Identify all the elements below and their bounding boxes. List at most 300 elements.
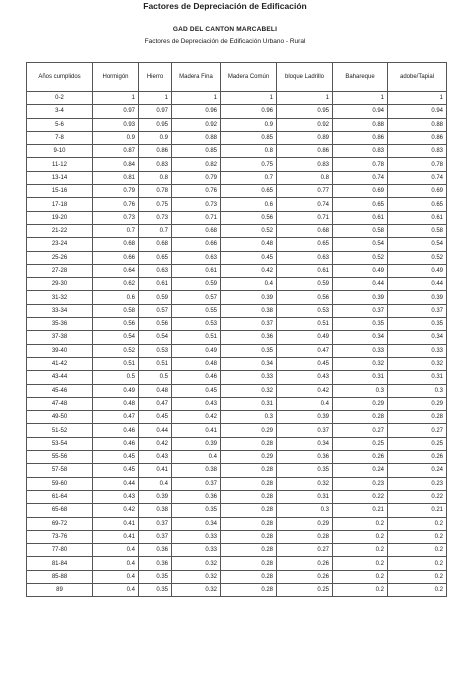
factor-cell: 0.4 [93,570,139,583]
factor-cell: 0.2 [388,583,447,596]
factor-cell: 0.56 [277,291,333,304]
factor-cell: 0.28 [221,530,277,543]
column-header: bloque Ladrillo [277,63,333,92]
factor-cell: 0.71 [172,211,221,224]
factor-cell: 0.41 [93,517,139,530]
factor-cell: 0.42 [93,504,139,517]
factor-cell: 0.35 [139,570,172,583]
factor-cell: 0.75 [139,198,172,211]
factor-cell: 0.95 [139,118,172,131]
factor-cell: 0.45 [93,464,139,477]
factor-cell: 0.5 [139,371,172,384]
table-row [27,451,447,464]
age-range-cell: 31-32 [27,291,93,304]
factor-cell: 0.37 [277,424,333,437]
factor-cell: 0.7 [221,171,277,184]
factor-cell: 0.38 [172,464,221,477]
table-row [27,291,447,304]
column-header: Hormigón [93,63,139,92]
factor-cell: 0.45 [93,451,139,464]
age-range-cell: 17-18 [27,198,93,211]
factor-cell: 0.63 [172,251,221,264]
factor-cell: 0.39 [139,490,172,503]
table-row [27,158,447,171]
factor-cell: 0.92 [172,118,221,131]
factor-cell: 0.32 [172,583,221,596]
factor-cell: 0.9 [139,131,172,144]
age-range-cell: 47-48 [27,397,93,410]
column-header: Madera Común [221,63,277,92]
factor-cell: 0.54 [139,331,172,344]
table-row [27,318,447,331]
factor-cell: 0.39 [221,291,277,304]
factor-cell: 0.41 [93,530,139,543]
factor-cell: 0.35 [277,464,333,477]
factor-cell: 0.23 [388,477,447,490]
age-range-cell: 61-64 [27,490,93,503]
age-range-cell: 19-20 [27,211,93,224]
age-range-cell: 13-14 [27,171,93,184]
factor-cell: 0.8 [221,145,277,158]
factor-cell: 0.7 [139,224,172,237]
factor-cell: 0.65 [388,198,447,211]
age-range-cell: 0-2 [27,92,93,105]
factor-cell: 0.2 [333,530,388,543]
factor-cell: 1 [333,92,388,105]
factor-cell: 0.65 [333,198,388,211]
factor-cell: 0.39 [172,437,221,450]
factor-cell: 0.36 [139,557,172,570]
factor-cell: 0.86 [333,131,388,144]
column-header: Años cumplidos [27,63,93,92]
factor-cell: 0.68 [93,238,139,251]
factor-cell: 0.26 [333,451,388,464]
factor-cell: 0.88 [333,118,388,131]
age-range-cell: 89 [27,583,93,596]
factor-cell: 0.32 [172,570,221,583]
factor-cell: 0.85 [221,131,277,144]
age-range-cell: 11-12 [27,158,93,171]
factor-cell: 0.58 [93,304,139,317]
age-range-cell: 55-56 [27,451,93,464]
factor-cell: 0.36 [139,544,172,557]
factor-cell: 0.37 [388,304,447,317]
age-range-cell: 77-80 [27,544,93,557]
column-header: Bahareque [333,63,388,92]
factor-cell: 1 [277,92,333,105]
factor-cell: 0.37 [139,517,172,530]
factor-cell: 0.73 [139,211,172,224]
table-row [27,464,447,477]
table-header-row [27,63,447,92]
age-range-cell: 15-16 [27,185,93,198]
table-row [27,357,447,370]
factor-cell: 0.65 [139,251,172,264]
factor-cell: 0.54 [388,238,447,251]
factor-cell: 0.88 [172,131,221,144]
factor-cell: 0.56 [139,318,172,331]
factor-cell: 0.22 [333,490,388,503]
factor-cell: 0.83 [277,158,333,171]
factor-cell: 0.35 [172,504,221,517]
factor-cell: 0.92 [277,118,333,131]
factor-cell: 0.23 [333,477,388,490]
factor-cell: 0.86 [277,145,333,158]
table-row [27,198,447,211]
factor-cell: 0.28 [221,477,277,490]
factor-cell: 0.34 [221,357,277,370]
factor-cell: 0.25 [333,437,388,450]
factor-cell: 0.46 [172,371,221,384]
factor-cell: 0.66 [93,251,139,264]
factor-cell: 0.47 [277,344,333,357]
factor-cell: 0.63 [277,251,333,264]
age-range-cell: 73-76 [27,530,93,543]
factor-cell: 0.44 [388,278,447,291]
factor-cell: 0.4 [277,397,333,410]
factor-cell: 0.28 [221,570,277,583]
factor-cell: 0.69 [388,185,447,198]
factor-cell: 0.4 [221,278,277,291]
factor-cell: 0.66 [172,238,221,251]
factor-cell: 0.94 [333,105,388,118]
factor-cell: 0.61 [388,211,447,224]
factor-cell: 0.74 [388,171,447,184]
factor-cell: 0.65 [277,238,333,251]
factor-cell: 0.2 [333,557,388,570]
factor-cell: 0.52 [93,344,139,357]
factor-cell: 0.39 [333,291,388,304]
table-row [27,145,447,158]
age-range-cell: 33-34 [27,304,93,317]
age-range-cell: 69-72 [27,517,93,530]
factor-cell: 0.3 [388,384,447,397]
factor-cell: 0.64 [93,264,139,277]
factor-cell: 0.28 [221,583,277,596]
factor-cell: 0.47 [93,411,139,424]
factor-cell: 0.84 [93,158,139,171]
factor-cell: 0.42 [277,384,333,397]
factor-cell: 0.33 [172,530,221,543]
factor-cell: 0.35 [221,344,277,357]
organization-name: GAD DEL CANTON MARCABELI [172,26,278,33]
factor-cell: 0.97 [139,105,172,118]
factor-cell: 0.27 [388,424,447,437]
age-range-cell: 53-54 [27,437,93,450]
factor-cell: 0.26 [277,570,333,583]
factor-cell: 0.53 [172,318,221,331]
factor-cell: 0.9 [93,131,139,144]
factor-cell: 0.27 [333,424,388,437]
factor-cell: 0.85 [172,145,221,158]
factor-cell: 0.43 [172,397,221,410]
factor-cell: 0.45 [139,411,172,424]
factor-cell: 0.2 [388,557,447,570]
factor-cell: 0.58 [333,224,388,237]
factor-cell: 0.44 [93,477,139,490]
factor-cell: 0.51 [172,331,221,344]
age-range-cell: 51-52 [27,424,93,437]
table-row [27,544,447,557]
factor-cell: 0.52 [221,224,277,237]
table-row [27,397,447,410]
factor-cell: 0.52 [333,251,388,264]
factor-cell: 0.4 [93,583,139,596]
factor-cell: 0.87 [93,145,139,158]
age-range-cell: 43-44 [27,371,93,384]
factor-cell: 0.2 [333,517,388,530]
factor-cell: 0.32 [172,557,221,570]
table-row [27,344,447,357]
factor-cell: 0.68 [172,224,221,237]
factor-cell: 0.25 [388,437,447,450]
factor-cell: 0.43 [93,490,139,503]
factor-cell: 0.37 [221,318,277,331]
factor-cell: 0.34 [388,331,447,344]
table-row [27,224,447,237]
table-row [27,331,447,344]
factor-cell: 0.29 [221,424,277,437]
factor-cell: 0.61 [139,278,172,291]
factor-cell: 0.76 [172,185,221,198]
factor-cell: 1 [388,92,447,105]
factor-cell: 0.49 [388,264,447,277]
factor-cell: 0.34 [333,331,388,344]
factor-cell: 0.29 [221,451,277,464]
table-subtitle: Factores de Depreciación de Edificación Urbano - Rural [144,38,306,45]
factor-cell: 0.95 [277,105,333,118]
table-row [27,517,447,530]
factor-cell: 0.79 [93,185,139,198]
factor-cell: 0.33 [172,544,221,557]
factor-cell: 0.73 [93,211,139,224]
age-range-cell: 85-88 [27,570,93,583]
factor-cell: 0.28 [221,557,277,570]
factor-cell: 0.49 [333,264,388,277]
factor-cell: 0.48 [139,384,172,397]
factor-cell: 0.2 [333,544,388,557]
factor-cell: 0.32 [277,477,333,490]
factor-cell: 0.39 [388,291,447,304]
age-range-cell: 65-68 [27,504,93,517]
factor-cell: 0.8 [277,171,333,184]
factor-cell: 0.59 [172,278,221,291]
factor-cell: 0.65 [221,185,277,198]
table-row [27,278,447,291]
factor-cell: 0.77 [277,185,333,198]
column-header: Madera Fina [172,63,221,92]
factor-cell: 0.35 [139,583,172,596]
factor-cell: 0.28 [221,504,277,517]
factor-cell: 0.51 [139,357,172,370]
age-range-cell: 45-46 [27,384,93,397]
factor-cell: 0.61 [277,264,333,277]
factor-cell: 0.96 [172,105,221,118]
table-row [27,583,447,596]
factor-cell: 0.41 [172,424,221,437]
table-row [27,384,447,397]
factor-cell: 0.26 [388,451,447,464]
factor-cell: 0.74 [277,198,333,211]
factor-cell: 0.33 [221,371,277,384]
factor-cell: 1 [93,92,139,105]
factor-cell: 0.68 [277,224,333,237]
table-row [27,490,447,503]
factor-cell: 0.31 [388,371,447,384]
factor-cell: 0.28 [221,517,277,530]
factor-cell: 0.34 [277,437,333,450]
factor-cell: 0.86 [139,145,172,158]
factor-cell: 0.83 [139,158,172,171]
factor-cell: 0.2 [333,583,388,596]
depreciation-factors-table [26,62,447,597]
factor-cell: 0.48 [93,397,139,410]
table-row [27,211,447,224]
age-range-cell: 23-24 [27,238,93,251]
factor-cell: 1 [139,92,172,105]
factor-cell: 0.76 [93,198,139,211]
factor-cell: 0.5 [93,371,139,384]
factor-cell: 0.43 [277,371,333,384]
factor-cell: 0.4 [139,477,172,490]
table-row [27,504,447,517]
column-header: adobe/Tapial [388,63,447,92]
factor-cell: 0.53 [139,344,172,357]
factor-cell: 0.28 [221,544,277,557]
factor-cell: 0.36 [172,490,221,503]
age-range-cell: 57-58 [27,464,93,477]
factor-cell: 0.46 [93,424,139,437]
factor-cell: 0.37 [139,530,172,543]
factor-cell: 0.35 [388,318,447,331]
factor-cell: 0.61 [333,211,388,224]
factor-cell: 0.49 [93,384,139,397]
factor-cell: 0.2 [388,570,447,583]
age-range-cell: 35-36 [27,318,93,331]
factor-cell: 0.6 [221,198,277,211]
table-row [27,477,447,490]
factor-cell: 0.71 [277,211,333,224]
column-header: Hierro [139,63,172,92]
factor-cell: 0.55 [172,304,221,317]
table-row [27,530,447,543]
factor-cell: 0.78 [333,158,388,171]
factor-cell: 0.28 [221,464,277,477]
factor-cell: 0.2 [388,517,447,530]
factor-cell: 1 [221,92,277,105]
factor-cell: 0.47 [139,397,172,410]
factor-cell: 0.43 [139,451,172,464]
table-row [27,570,447,583]
table-row [27,424,447,437]
factor-cell: 0.57 [139,304,172,317]
factor-cell: 0.6 [93,291,139,304]
factor-cell: 0.26 [277,557,333,570]
document-title: Factores de Depreciación de Edificación [143,1,307,11]
factor-cell: 0.24 [388,464,447,477]
factor-cell: 0.61 [172,264,221,277]
factor-cell: 0.83 [388,145,447,158]
factor-cell: 0.58 [388,224,447,237]
factor-cell: 0.86 [388,131,447,144]
factor-cell: 0.93 [93,118,139,131]
factor-cell: 0.32 [221,384,277,397]
factor-cell: 0.48 [172,357,221,370]
factor-cell: 0.97 [93,105,139,118]
factor-cell: 0.82 [172,158,221,171]
age-range-cell: 5-6 [27,118,93,131]
age-range-cell: 37-38 [27,331,93,344]
factor-cell: 0.79 [172,171,221,184]
factor-cell: 0.28 [277,530,333,543]
age-range-cell: 9-10 [27,145,93,158]
factor-cell: 0.21 [333,504,388,517]
age-range-cell: 59-60 [27,477,93,490]
factor-cell: 0.4 [93,557,139,570]
factor-cell: 0.48 [221,238,277,251]
factor-cell: 0.4 [172,451,221,464]
factor-cell: 0.33 [388,344,447,357]
factor-cell: 0.44 [139,424,172,437]
age-range-cell: 81-84 [27,557,93,570]
factor-cell: 0.29 [333,397,388,410]
factor-cell: 0.45 [221,251,277,264]
factor-cell: 0.29 [388,397,447,410]
factor-cell: 0.54 [333,238,388,251]
factor-cell: 0.88 [388,118,447,131]
age-range-cell: 27-28 [27,264,93,277]
table-row [27,251,447,264]
factor-cell: 0.28 [221,490,277,503]
factor-cell: 0.31 [277,490,333,503]
factor-cell: 0.39 [277,411,333,424]
factor-cell: 0.38 [139,504,172,517]
age-range-cell: 39-40 [27,344,93,357]
factor-cell: 0.59 [277,278,333,291]
factor-cell: 0.49 [277,331,333,344]
factor-cell: 0.2 [388,544,447,557]
age-range-cell: 7-8 [27,131,93,144]
factor-cell: 1 [172,92,221,105]
factor-cell: 0.51 [277,318,333,331]
table-row [27,371,447,384]
factor-cell: 0.49 [172,344,221,357]
factor-cell: 0.52 [388,251,447,264]
factor-cell: 0.27 [277,544,333,557]
factor-cell: 0.56 [93,318,139,331]
table-body [27,92,447,597]
factor-cell: 0.63 [139,264,172,277]
factor-cell: 0.68 [139,238,172,251]
factor-cell: 0.29 [277,517,333,530]
table-row [27,238,447,251]
table-row [27,437,447,450]
factor-cell: 0.81 [93,171,139,184]
factor-cell: 0.35 [333,318,388,331]
age-range-cell: 21-22 [27,224,93,237]
table-row [27,557,447,570]
factor-cell: 0.46 [93,437,139,450]
age-range-cell: 25-26 [27,251,93,264]
factor-cell: 0.94 [388,105,447,118]
factor-cell: 0.59 [139,291,172,304]
table-row [27,118,447,131]
factor-cell: 0.96 [221,105,277,118]
factor-cell: 0.31 [333,371,388,384]
factor-cell: 0.2 [388,530,447,543]
factor-cell: 0.41 [139,464,172,477]
factor-cell: 0.78 [388,158,447,171]
